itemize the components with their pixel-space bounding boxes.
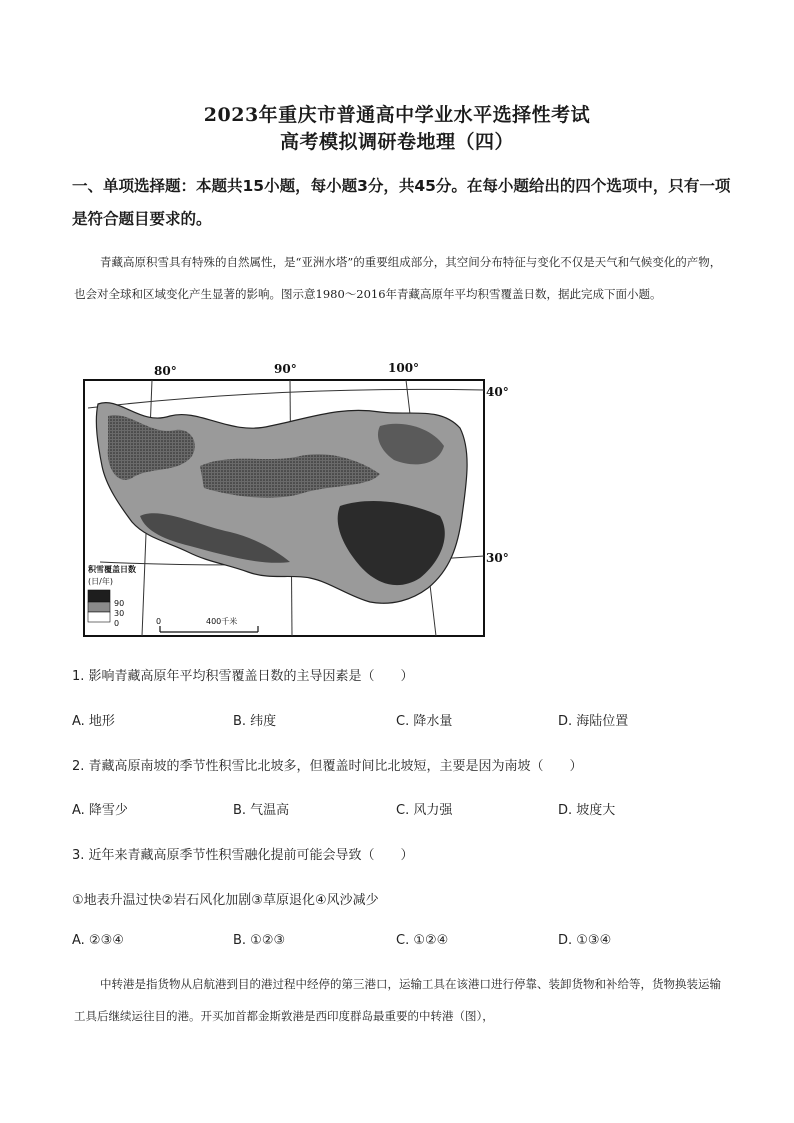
q1-option-a[interactable]: A. 地形	[72, 714, 115, 729]
lon-label-90: 90°	[274, 362, 297, 376]
q2-option-c[interactable]: C. 风力强	[396, 803, 453, 818]
q3-option-d[interactable]: D. ①③④	[558, 933, 612, 948]
question-3-statements: ①地表升温过快②岩石风化加剧③草原退化④风沙减少	[72, 893, 379, 908]
q2-option-d[interactable]: D. 坡度大	[558, 803, 616, 818]
question-3-stem: 3. 近年来青藏高原季节性积雪融化提前可能会导致（ ）	[72, 848, 414, 863]
lon-label-80: 80°	[154, 364, 177, 378]
legend-swatch-mid	[88, 602, 110, 612]
legend-swatch-high	[88, 590, 110, 602]
q2-option-a[interactable]: A. 降雪少	[72, 803, 128, 818]
legend-unit: (日/年)	[88, 577, 113, 586]
question-2-stem: 2. 青藏高原南坡的季节性积雪比北坡多，但覆盖时间比北坡短，主要是因为南坡（ ）	[72, 759, 583, 774]
passage-port: 中转港是指货物从启航港到目的港过程中经停的第三港口，运输工具在该港口进行停靠、装卸货物和补给等，货物换装运输工具后继续运往目的港。开买加首都金斯敦港是西印度群岛最重要的中转港（图），	[74, 977, 721, 1023]
q2-option-b[interactable]: B. 气温高	[233, 803, 290, 818]
q1-option-d[interactable]: D. 海陆位置	[558, 714, 629, 729]
legend-value-0: 0	[114, 619, 120, 628]
q1-option-b[interactable]: B. 纬度	[233, 714, 277, 729]
q1-option-c[interactable]: C. 降水量	[396, 714, 453, 729]
lat-label-40: 40°	[486, 385, 509, 399]
passage-snow: 青藏高原积雪具有特殊的自然属性，是“亚洲水塔”的重要组成部分，其空间分布特征与变化不仅是天气和气候变化的产物，也会对全球和区域变化产生显著的影响。图示意1980～2016年青藏高原年平均积雪覆盖日数，据此完成下面小题。	[74, 255, 722, 301]
q3-option-c[interactable]: C. ①②④	[396, 933, 449, 948]
scale-end: 400千米	[206, 617, 238, 626]
snow-cover-map	[80, 356, 516, 642]
lon-label-100: 100°	[388, 361, 420, 375]
exam-subtitle: 高考模拟调研卷地理（四）	[279, 131, 514, 153]
lat-label-30: 30°	[486, 551, 509, 565]
legend-swatch-low	[88, 612, 110, 622]
legend-value-90: 90	[114, 599, 125, 608]
scale-start: 0	[156, 617, 162, 626]
exam-title: 2023年重庆市普通高中学业水平选择性考试	[203, 104, 591, 126]
question-1-stem: 1. 影响青藏高原年平均积雪覆盖日数的主导因素是（ ）	[72, 669, 414, 684]
section-heading: 一、单项选择题：本题共15小题，每小题3分，共45分。在每小题给出的四个选项中，只有一项是符合题目要求的。	[72, 177, 731, 228]
legend-title: 积雪覆盖日数	[88, 565, 136, 574]
q3-option-a[interactable]: A. ②③④	[72, 933, 124, 948]
q3-option-b[interactable]: B. ①②③	[233, 933, 286, 948]
legend-value-30: 30	[114, 609, 125, 618]
